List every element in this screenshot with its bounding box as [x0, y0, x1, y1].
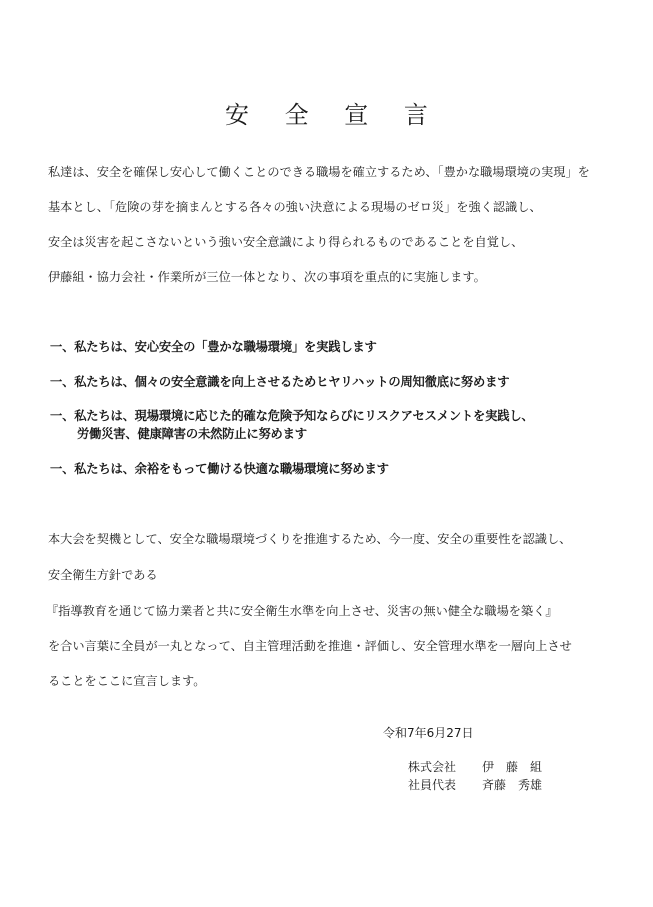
- closing-line: を合い言葉に全員が一丸となって、自主管理活動を推進・評価し、安全管理水準を一層向上させ: [48, 639, 572, 653]
- intro-line: 基本とし、「危険の芽を摘まんとする各々の強い決意による現場のゼロ災」を強く認識し、: [48, 200, 542, 214]
- closing-line: 安全衛生方針である: [48, 568, 158, 582]
- declaration-date: 令和7年6月27日: [383, 726, 474, 740]
- pledge-item: 一、私たちは、余裕をもって働ける快適な職場環境に努めます: [50, 462, 389, 476]
- pledge-item-continuation: 労働災害、健康障害の未然防止に努めます: [77, 427, 307, 441]
- company-name: 伊 藤 組: [482, 760, 543, 774]
- pledge-item: 一、私たちは、個々の安全意識を向上させるためヒヤリハットの周知徹底に努めます: [50, 375, 510, 389]
- pledge-item: 一、私たちは、現場環境に応じた的確な危険予知ならびにリスクアセスメントを実践し、: [50, 409, 534, 423]
- representative-label: 社員代表: [408, 778, 457, 792]
- intro-line: 安全は災害を起こさないという強い安全意識により得られるものであることを自覚し、: [48, 235, 524, 249]
- intro-line: 私達は、安全を確保し安心して働くことのできる職場を確立するため、「豊かな職場環境の実現」を: [48, 165, 590, 179]
- policy-quote: 『指導教育を通じて協力業者と共に安全衛生水準を向上させ、災害の無い健全な職場を築く』: [46, 604, 558, 618]
- pledge-item: 一、私たちは、安心安全の「豊かな職場環境」を実践します: [50, 340, 377, 354]
- closing-line: ることをここに宣言します。: [48, 674, 206, 688]
- closing-line: 本大会を契機として、安全な職場環境づくりを推進するため、今一度、安全の重要性を認識し、: [48, 532, 572, 546]
- company-label: 株式会社: [408, 760, 457, 774]
- representative-name: 斉藤 秀雄: [482, 778, 543, 792]
- document-title: 安 全 宣 言: [225, 101, 442, 129]
- intro-line: 伊藤組・協力会社・作業所が三位一体となり、次の事項を重点的に実施します。: [48, 270, 486, 284]
